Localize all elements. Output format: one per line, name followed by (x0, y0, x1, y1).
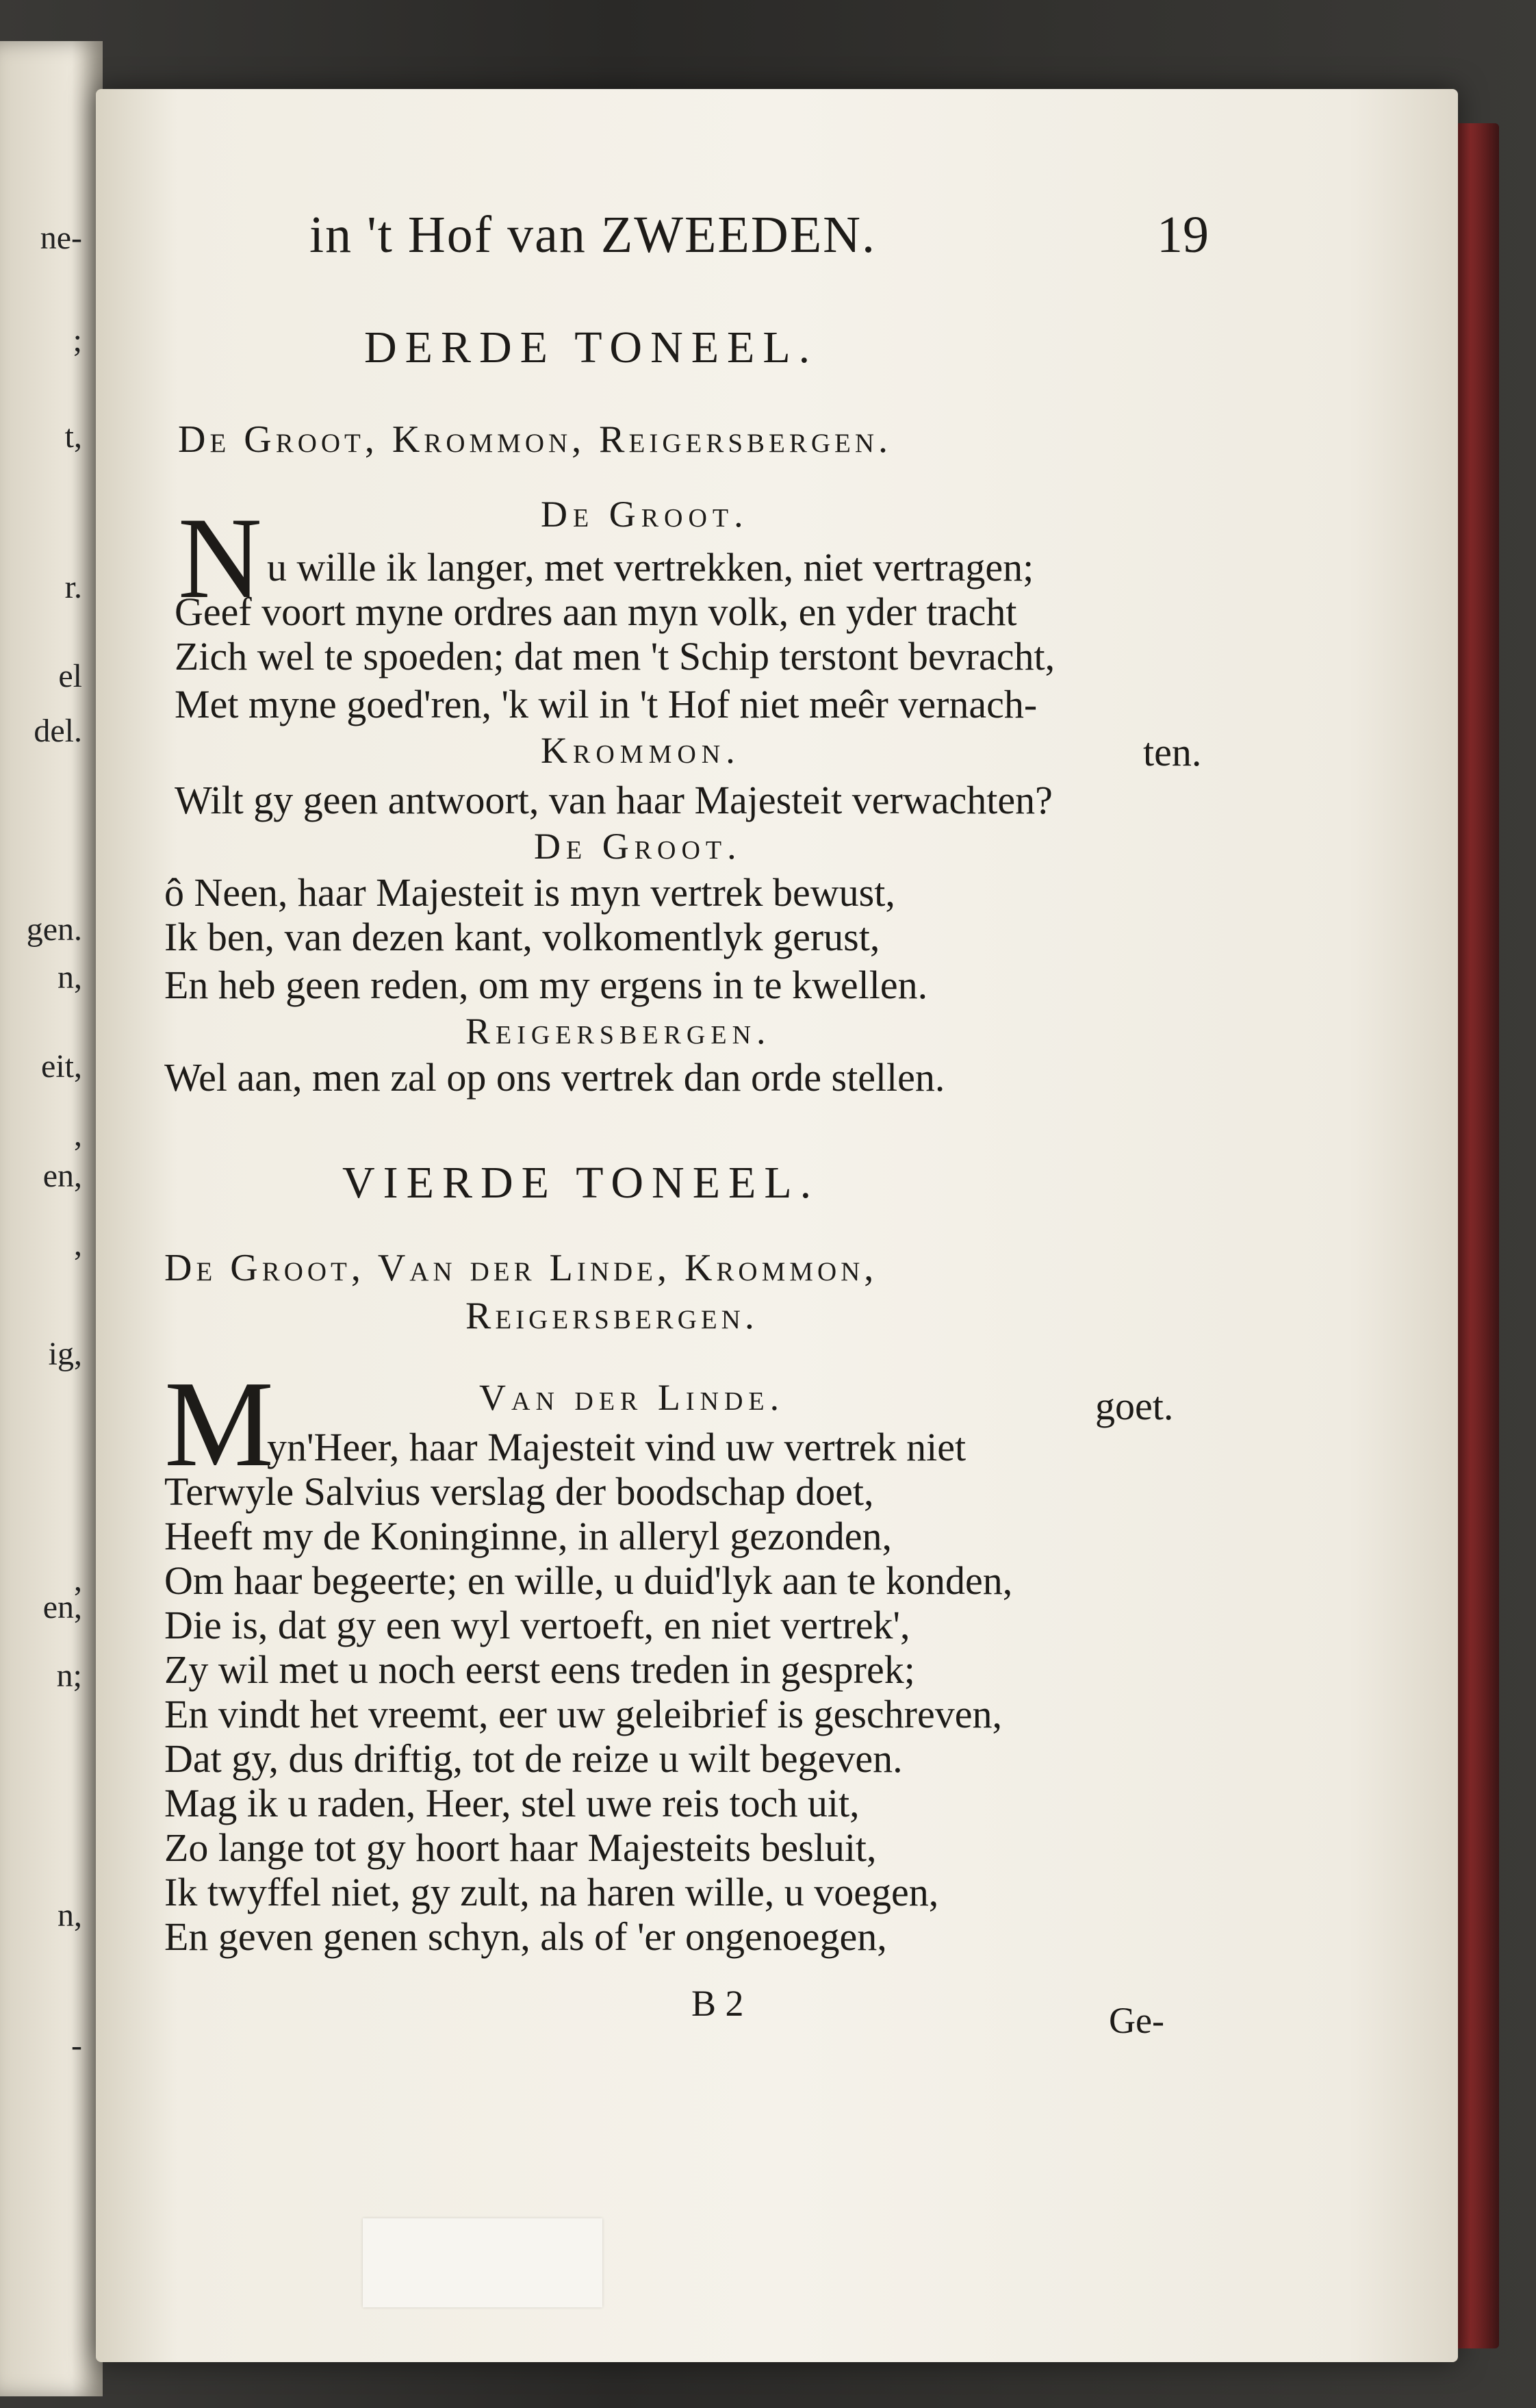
facing-page-fragment: en, (42, 1589, 82, 1625)
verse-line: Wilt gy geen antwoort, van haar Majesteit verwachten? (175, 778, 1053, 822)
page-number: 19 (1157, 206, 1209, 264)
facing-page-fragment: n; (56, 1658, 82, 1694)
facing-page-fragment: del. (34, 713, 82, 749)
facing-page-fragment: en, (42, 1158, 82, 1194)
book-page (96, 89, 1458, 2362)
signature-mark: B 2 (691, 1983, 744, 2024)
facing-page-left (0, 41, 103, 2396)
speaker-name: De Groot. (541, 494, 749, 535)
verse-line: En geven genen schyn, als of 'er ongenoegen, (164, 1914, 887, 1959)
speaker-name: Reigersbergen. (465, 1011, 771, 1052)
catchword: Ge- (1109, 2000, 1164, 2041)
facing-page-fragment: n, (57, 959, 82, 996)
verse-line: Geef voort myne ordres aan myn volk, en yder tracht (175, 590, 1017, 634)
drop-capital: N (178, 494, 262, 622)
verse-line: Mag ik u raden, Heer, stel uwe reis toch uit, (164, 1781, 860, 1825)
paper-label (363, 2218, 602, 2307)
verse-turnover: goet. (1095, 1384, 1174, 1428)
facing-page-fragment: , (74, 1226, 82, 1263)
verse-line: yn'Heer, haar Majesteit vind uw vertrek niet (267, 1425, 967, 1469)
facing-page-fragment: , (74, 1117, 82, 1153)
facing-page-fragment: gen. (26, 911, 82, 948)
verse-line: Heeft my de Koninginne, in alleryl gezonden, (164, 1514, 893, 1558)
speaker-name: Krommon. (541, 730, 741, 771)
scene-cast: Reigersbergen. (465, 1295, 758, 1337)
verse-line: Die is, dat gy een wyl vertoeft, en niet vertrek', (164, 1603, 910, 1647)
facing-page-fragment: t, (64, 418, 82, 455)
facing-page-fragment: ig, (48, 1336, 82, 1372)
book-cover-edge (1451, 123, 1499, 2348)
verse-line: Terwyle Salvius verslag der boodschap doet, (164, 1469, 874, 1514)
speaker-name: Van der Linde. (479, 1377, 785, 1418)
verse-line: Wel aan, men zal op ons vertrek dan orde stellen. (164, 1055, 945, 1100)
verse-line: Om haar begeerte; en wille, u duid'lyk aan te konden, (164, 1558, 1013, 1603)
verse-line: Zich wel te spoeden; dat men 't Schip terstont bevracht, (175, 634, 1055, 679)
verse-line: u wille ik langer, met vertrekken, niet vertragen; (267, 545, 1034, 590)
verse-line: ô Neen, haar Majesteit is myn vertrek bewust, (164, 870, 895, 915)
verse-line: Zy wil met u noch eerst eens treden in gesprek; (164, 1647, 915, 1692)
running-head: in 't Hof van ZWEEDEN. (309, 206, 877, 264)
facing-page-fragment: ; (73, 322, 82, 359)
speaker-name: De Groot. (534, 826, 742, 867)
verse-line: Met myne goed'ren, 'k wil in 't Hof niet meêr vernach- (175, 682, 1038, 726)
facing-page-fragment: - (71, 2027, 82, 2064)
verse-line: En heb geen reden, om my ergens in te kwellen. (164, 963, 928, 1007)
scene-cast: De Groot, Van der Linde, Krommon, (164, 1247, 878, 1289)
facing-page-fragment: el (58, 658, 82, 694)
verse-line: Dat gy, dus driftig, tot de reize u wilt begeven. (164, 1736, 903, 1781)
verse-line: Zo lange tot gy hoort haar Majesteits besluit, (164, 1825, 877, 1870)
verse-line: Ik twyffel niet, gy zult, na haren wille, u voegen, (164, 1870, 939, 1914)
scene-cast: De Groot, Krommon, Reigersbergen. (178, 418, 893, 461)
verse-turnover: ten. (1143, 730, 1202, 774)
facing-page-fragment: eit, (41, 1048, 82, 1085)
facing-page-fragment: r. (64, 569, 82, 605)
scene-title: VIERDE TONEEL. (342, 1158, 820, 1208)
facing-page-fragment: ne- (40, 220, 82, 256)
verse-line: En vindt het vreemt, eer uw geleibrief is geschreven, (164, 1692, 1002, 1736)
scene-title: DERDE TONEEL. (364, 322, 819, 372)
drop-capital: M (164, 1356, 274, 1492)
verse-line: Ik ben, van dezen kant, volkomentlyk gerust, (164, 915, 880, 959)
facing-page-fragment: , (74, 1562, 82, 1598)
facing-page-fragment: n, (57, 1897, 82, 1934)
